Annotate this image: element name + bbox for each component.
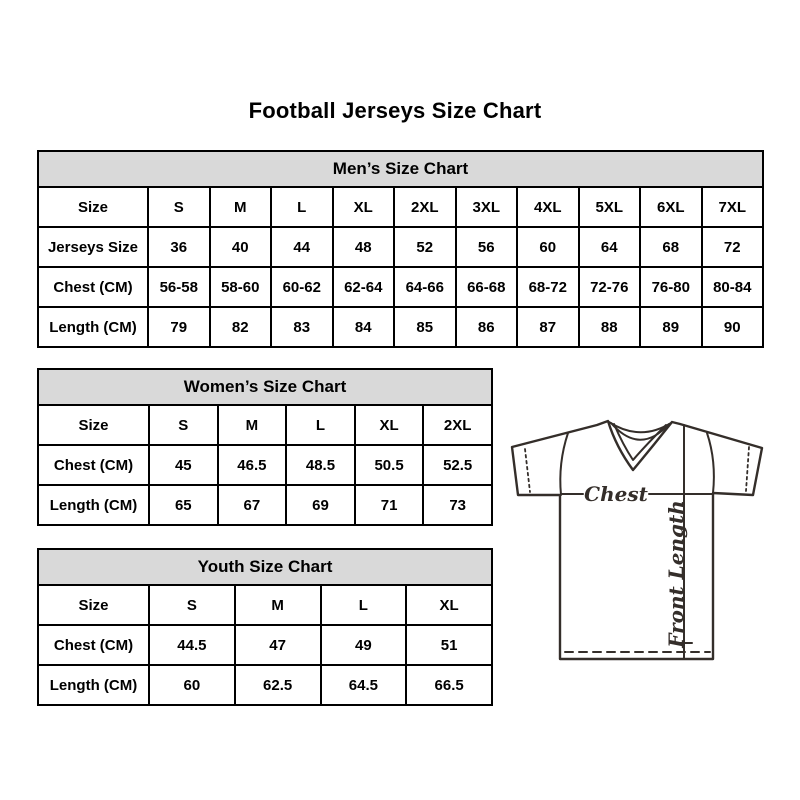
- mens-cell-4: 64-66: [394, 267, 456, 307]
- womens-cell-4: 52.5: [423, 445, 492, 485]
- womens-cell-1: 67: [218, 485, 287, 525]
- mens-size-row-label: Size: [38, 187, 148, 227]
- mens-size-col-4: 2XL: [394, 187, 456, 227]
- youth-cell-1: 47: [235, 625, 321, 665]
- youth-size-col-3: XL: [406, 585, 492, 625]
- mens-cell-2: 60-62: [271, 267, 333, 307]
- mens-cell-5: 86: [456, 307, 518, 347]
- womens-table-title: Women’s Size Chart: [38, 369, 492, 405]
- youth-size-table: [37, 548, 493, 706]
- womens-row-label: Chest (CM): [38, 445, 149, 485]
- mens-size-col-5: 3XL: [456, 187, 518, 227]
- mens-row-label: Jerseys Size: [38, 227, 148, 267]
- youth-cell-3: 66.5: [406, 665, 492, 705]
- mens-size-col-8: 6XL: [640, 187, 702, 227]
- youth-row-label: Length (CM): [38, 665, 149, 705]
- mens-size-col-1: M: [210, 187, 272, 227]
- mens-size-col-6: 4XL: [517, 187, 579, 227]
- womens-cell-3: 71: [355, 485, 424, 525]
- mens-cell-0: 56-58: [148, 267, 210, 307]
- mens-size-col-2: L: [271, 187, 333, 227]
- youth-size-col-0: S: [149, 585, 235, 625]
- mens-cell-1: 58-60: [210, 267, 272, 307]
- womens-size-col-3: XL: [355, 405, 424, 445]
- mens-cell-0: 36: [148, 227, 210, 267]
- mens-cell-3: 62-64: [333, 267, 395, 307]
- mens-cell-9: 72: [702, 227, 764, 267]
- front-length-measure-label: Front Length: [664, 500, 688, 648]
- page-title: Football Jerseys Size Chart: [248, 98, 542, 123]
- mens-cell-6: 68-72: [517, 267, 579, 307]
- mens-cell-0: 79: [148, 307, 210, 347]
- mens-cell-3: 84: [333, 307, 395, 347]
- youth-row-label: Chest (CM): [38, 625, 149, 665]
- mens-size-col-0: S: [148, 187, 210, 227]
- womens-size-col-2: L: [286, 405, 355, 445]
- mens-cell-8: 89: [640, 307, 702, 347]
- mens-cell-6: 60: [517, 227, 579, 267]
- womens-cell-2: 69: [286, 485, 355, 525]
- mens-cell-7: 64: [579, 227, 641, 267]
- mens-size-col-3: XL: [333, 187, 395, 227]
- mens-cell-5: 56: [456, 227, 518, 267]
- womens-size-row-label: Size: [38, 405, 149, 445]
- mens-cell-2: 44: [271, 227, 333, 267]
- womens-size-col-0: S: [149, 405, 218, 445]
- mens-cell-6: 87: [517, 307, 579, 347]
- mens-size-col-7: 5XL: [579, 187, 641, 227]
- mens-cell-8: 68: [640, 227, 702, 267]
- youth-cell-2: 64.5: [321, 665, 407, 705]
- womens-cell-1: 46.5: [218, 445, 287, 485]
- mens-cell-3: 48: [333, 227, 395, 267]
- mens-cell-1: 82: [210, 307, 272, 347]
- mens-cell-8: 76-80: [640, 267, 702, 307]
- mens-table-title: Men’s Size Chart: [38, 151, 763, 187]
- youth-cell-2: 49: [321, 625, 407, 665]
- youth-cell-0: 60: [149, 665, 235, 705]
- womens-cell-3: 50.5: [355, 445, 424, 485]
- youth-cell-1: 62.5: [235, 665, 321, 705]
- youth-cell-3: 51: [406, 625, 492, 665]
- chest-measure-label: Chest: [584, 482, 648, 506]
- mens-cell-4: 52: [394, 227, 456, 267]
- mens-cell-4: 85: [394, 307, 456, 347]
- mens-row-label: Length (CM): [38, 307, 148, 347]
- mens-cell-9: 90: [702, 307, 764, 347]
- mens-row-label: Chest (CM): [38, 267, 148, 307]
- jersey-measurement-diagram: [503, 412, 775, 664]
- womens-row-label: Length (CM): [38, 485, 149, 525]
- mens-size-col-9: 7XL: [702, 187, 764, 227]
- womens-cell-0: 65: [149, 485, 218, 525]
- mens-cell-5: 66-68: [456, 267, 518, 307]
- youth-size-col-2: L: [321, 585, 407, 625]
- mens-cell-2: 83: [271, 307, 333, 347]
- mens-cell-7: 72-76: [579, 267, 641, 307]
- womens-size-col-4: 2XL: [423, 405, 492, 445]
- womens-cell-2: 48.5: [286, 445, 355, 485]
- youth-size-row-label: Size: [38, 585, 149, 625]
- mens-cell-1: 40: [210, 227, 272, 267]
- womens-size-col-1: M: [218, 405, 287, 445]
- youth-table-title: Youth Size Chart: [38, 549, 492, 585]
- mens-cell-9: 80-84: [702, 267, 764, 307]
- youth-cell-0: 44.5: [149, 625, 235, 665]
- youth-size-col-1: M: [235, 585, 321, 625]
- womens-size-table: [37, 368, 493, 526]
- womens-cell-0: 45: [149, 445, 218, 485]
- mens-size-table: [37, 150, 764, 348]
- mens-cell-7: 88: [579, 307, 641, 347]
- womens-cell-4: 73: [423, 485, 492, 525]
